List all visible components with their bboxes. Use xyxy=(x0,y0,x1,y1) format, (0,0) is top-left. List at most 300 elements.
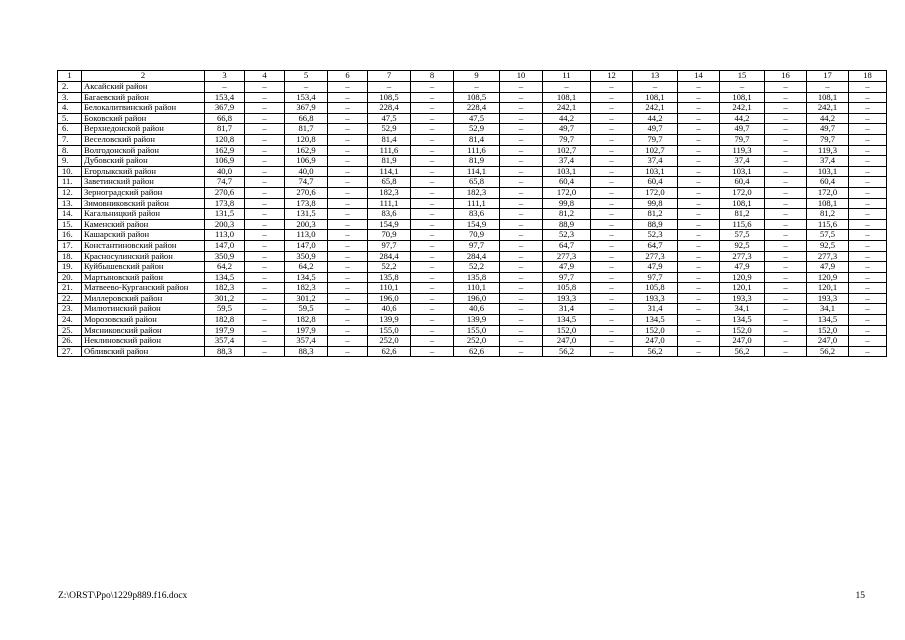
value-cell: 97,7 xyxy=(543,272,591,283)
value-cell: – xyxy=(500,124,543,135)
value-cell: – xyxy=(849,82,887,93)
value-cell: 88,3 xyxy=(205,346,245,357)
value-cell: 350,9 xyxy=(205,251,245,262)
value-cell: 153,4 xyxy=(285,92,328,103)
value-cell: 47,5 xyxy=(454,113,500,124)
value-cell: – xyxy=(411,325,454,336)
value-cell: 40,0 xyxy=(205,166,245,177)
value-cell: – xyxy=(500,145,543,156)
value-cell: – xyxy=(245,82,285,93)
value-cell: 135,8 xyxy=(368,272,411,283)
value-cell: – xyxy=(328,134,368,145)
value-cell: – xyxy=(368,82,411,93)
value-cell: – xyxy=(849,177,887,188)
value-cell: – xyxy=(849,198,887,209)
value-cell: 44,2 xyxy=(543,113,591,124)
value-cell: 37,4 xyxy=(543,156,591,167)
table-row xyxy=(58,113,887,124)
value-cell: – xyxy=(849,315,887,326)
value-cell: 49,7 xyxy=(807,124,849,135)
value-cell: 37,4 xyxy=(720,156,765,167)
value-cell: – xyxy=(765,346,807,357)
column-number: 13 xyxy=(633,71,678,82)
district-name: Кагальницкий район xyxy=(82,209,205,220)
value-cell: – xyxy=(849,336,887,347)
value-cell: 154,9 xyxy=(368,219,411,230)
column-number: 12 xyxy=(591,71,633,82)
value-cell: 197,9 xyxy=(205,325,245,336)
row-number: 11. xyxy=(58,177,82,188)
value-cell: 357,4 xyxy=(205,336,245,347)
value-cell: 131,5 xyxy=(285,209,328,220)
value-cell: 270,6 xyxy=(285,187,328,198)
district-name: Неклиновский район xyxy=(82,336,205,347)
value-cell: – xyxy=(678,187,720,198)
value-cell: – xyxy=(591,272,633,283)
value-cell: 228,4 xyxy=(454,103,500,114)
table-row xyxy=(58,262,887,273)
header-row xyxy=(58,71,887,82)
value-cell: – xyxy=(678,198,720,209)
value-cell: 182,8 xyxy=(285,315,328,326)
district-name: Верхнедонской район xyxy=(82,124,205,135)
value-cell: 357,4 xyxy=(285,336,328,347)
value-cell: – xyxy=(411,315,454,326)
value-cell: 92,5 xyxy=(807,240,849,251)
value-cell: – xyxy=(245,124,285,135)
value-cell: – xyxy=(591,82,633,93)
value-cell: – xyxy=(411,283,454,294)
value-cell: 57,5 xyxy=(807,230,849,241)
value-cell: 102,7 xyxy=(543,145,591,156)
value-cell: 62,6 xyxy=(368,346,411,357)
value-cell: 52,3 xyxy=(543,230,591,241)
value-cell: 277,3 xyxy=(543,251,591,262)
value-cell: 31,4 xyxy=(543,304,591,315)
table-row xyxy=(58,209,887,220)
value-cell: – xyxy=(500,219,543,230)
value-cell: – xyxy=(678,304,720,315)
row-number: 20. xyxy=(58,272,82,283)
value-cell: 105,8 xyxy=(633,283,678,294)
value-cell: – xyxy=(765,82,807,93)
value-cell: – xyxy=(411,209,454,220)
value-cell: 97,7 xyxy=(368,240,411,251)
value-cell: 197,9 xyxy=(285,325,328,336)
file-path: Z:\ORST\Ppo\1229p889.f16.docx xyxy=(58,591,188,601)
value-cell: 64,7 xyxy=(543,240,591,251)
value-cell: 115,6 xyxy=(720,219,765,230)
value-cell: 99,8 xyxy=(633,198,678,209)
value-cell: 242,1 xyxy=(720,103,765,114)
value-cell: – xyxy=(500,187,543,198)
value-cell: 108,5 xyxy=(454,92,500,103)
value-cell: – xyxy=(245,283,285,294)
value-cell: 97,7 xyxy=(454,240,500,251)
value-cell: 134,5 xyxy=(543,315,591,326)
value-cell: – xyxy=(765,103,807,114)
district-name: Заветинский район xyxy=(82,177,205,188)
value-cell: – xyxy=(765,325,807,336)
value-cell: – xyxy=(245,251,285,262)
value-cell: 120,1 xyxy=(720,283,765,294)
value-cell: 153,4 xyxy=(205,92,245,103)
value-cell: – xyxy=(543,82,591,93)
row-number: 12. xyxy=(58,187,82,198)
row-number: 4. xyxy=(58,103,82,114)
value-cell: – xyxy=(411,145,454,156)
row-number: 6. xyxy=(58,124,82,135)
value-cell: – xyxy=(411,187,454,198)
value-cell: 277,3 xyxy=(633,251,678,262)
value-cell: 135,8 xyxy=(454,272,500,283)
value-cell: 47,5 xyxy=(368,113,411,124)
value-cell: – xyxy=(765,251,807,262)
value-cell: 60,4 xyxy=(720,177,765,188)
value-cell: 152,0 xyxy=(720,325,765,336)
value-cell: – xyxy=(765,134,807,145)
value-cell: – xyxy=(328,92,368,103)
value-cell: – xyxy=(633,82,678,93)
table-row xyxy=(58,325,887,336)
value-cell: – xyxy=(765,262,807,273)
value-cell: 172,0 xyxy=(633,187,678,198)
value-cell: 152,0 xyxy=(543,325,591,336)
value-cell: 106,9 xyxy=(285,156,328,167)
district-name: Зимовниковский район xyxy=(82,198,205,209)
district-name: Кашарский район xyxy=(82,230,205,241)
value-cell: – xyxy=(245,134,285,145)
value-cell: 31,4 xyxy=(633,304,678,315)
value-cell: 49,7 xyxy=(543,124,591,135)
district-name: Веселовский район xyxy=(82,134,205,145)
value-cell: 64,2 xyxy=(205,262,245,273)
value-cell: 193,3 xyxy=(633,293,678,304)
value-cell: – xyxy=(765,230,807,241)
value-cell: – xyxy=(328,156,368,167)
value-cell: – xyxy=(591,219,633,230)
row-number: 15. xyxy=(58,219,82,230)
value-cell: – xyxy=(591,113,633,124)
value-cell: – xyxy=(500,304,543,315)
district-name: Багаевский район xyxy=(82,92,205,103)
value-cell: – xyxy=(765,219,807,230)
value-cell: 242,1 xyxy=(633,103,678,114)
value-cell: 70,9 xyxy=(454,230,500,241)
value-cell: – xyxy=(500,251,543,262)
value-cell: – xyxy=(245,145,285,156)
value-cell: – xyxy=(500,156,543,167)
value-cell: – xyxy=(591,134,633,145)
value-cell: – xyxy=(328,283,368,294)
row-number: 26. xyxy=(58,336,82,347)
value-cell: – xyxy=(245,92,285,103)
value-cell: 108,1 xyxy=(633,92,678,103)
value-cell: – xyxy=(328,124,368,135)
value-cell: – xyxy=(765,145,807,156)
value-cell: – xyxy=(678,113,720,124)
value-cell: 74,7 xyxy=(205,177,245,188)
table-row xyxy=(58,134,887,145)
value-cell: 79,7 xyxy=(633,134,678,145)
value-cell: 52,3 xyxy=(633,230,678,241)
value-cell: – xyxy=(849,262,887,273)
value-cell: 120,1 xyxy=(807,283,849,294)
value-cell: 56,2 xyxy=(807,346,849,357)
district-name: Мясниковский район xyxy=(82,325,205,336)
value-cell: – xyxy=(328,166,368,177)
district-name: Аксайский район xyxy=(82,82,205,93)
value-cell: 65,8 xyxy=(454,177,500,188)
value-cell: – xyxy=(500,82,543,93)
row-number: 23. xyxy=(58,304,82,315)
value-cell: – xyxy=(849,92,887,103)
district-name: Красносулинский район xyxy=(82,251,205,262)
row-number: 16. xyxy=(58,230,82,241)
table-row xyxy=(58,346,887,357)
value-cell: 102,7 xyxy=(633,145,678,156)
value-cell: 134,5 xyxy=(205,272,245,283)
value-cell: 242,1 xyxy=(543,103,591,114)
value-cell: – xyxy=(678,336,720,347)
value-cell: – xyxy=(678,219,720,230)
value-cell: 108,5 xyxy=(368,92,411,103)
value-cell: 83,6 xyxy=(368,209,411,220)
value-cell: 34,1 xyxy=(720,304,765,315)
column-number: 15 xyxy=(720,71,765,82)
value-cell: – xyxy=(411,251,454,262)
value-cell: 103,1 xyxy=(807,166,849,177)
value-cell: – xyxy=(245,315,285,326)
value-cell: 120,8 xyxy=(205,134,245,145)
value-cell: 97,7 xyxy=(633,272,678,283)
value-cell: – xyxy=(411,103,454,114)
value-cell: 270,6 xyxy=(205,187,245,198)
value-cell: – xyxy=(245,156,285,167)
table-row xyxy=(58,177,887,188)
value-cell: – xyxy=(678,92,720,103)
value-cell: – xyxy=(849,124,887,135)
value-cell: 134,5 xyxy=(633,315,678,326)
value-cell: 70,9 xyxy=(368,230,411,241)
value-cell: 108,1 xyxy=(807,198,849,209)
column-number: 18 xyxy=(849,71,887,82)
value-cell: 173,8 xyxy=(285,198,328,209)
value-cell: – xyxy=(245,113,285,124)
value-cell: 242,1 xyxy=(807,103,849,114)
value-cell: 44,2 xyxy=(720,113,765,124)
value-cell: – xyxy=(500,198,543,209)
value-cell: 114,1 xyxy=(454,166,500,177)
value-cell: 155,0 xyxy=(454,325,500,336)
table-row xyxy=(58,336,887,347)
value-cell: – xyxy=(328,103,368,114)
value-cell: – xyxy=(591,293,633,304)
value-cell: 172,0 xyxy=(807,187,849,198)
value-cell: – xyxy=(411,82,454,93)
column-number: 8 xyxy=(411,71,454,82)
value-cell: – xyxy=(411,230,454,241)
value-cell: 108,1 xyxy=(720,198,765,209)
column-number: 1 xyxy=(58,71,82,82)
value-cell: 99,8 xyxy=(543,198,591,209)
value-cell: – xyxy=(849,209,887,220)
value-cell: 79,7 xyxy=(720,134,765,145)
value-cell: – xyxy=(500,240,543,251)
value-cell: – xyxy=(678,82,720,93)
value-cell: – xyxy=(500,230,543,241)
value-cell: – xyxy=(245,293,285,304)
value-cell: – xyxy=(765,272,807,283)
row-number: 18. xyxy=(58,251,82,262)
value-cell: – xyxy=(328,209,368,220)
value-cell: – xyxy=(678,346,720,357)
table-row xyxy=(58,198,887,209)
value-cell: 252,0 xyxy=(454,336,500,347)
value-cell: – xyxy=(678,166,720,177)
value-cell: – xyxy=(591,230,633,241)
value-cell: – xyxy=(849,272,887,283)
value-cell: – xyxy=(411,219,454,230)
value-cell: 66,8 xyxy=(205,113,245,124)
value-cell: 47,9 xyxy=(807,262,849,273)
value-cell: 65,8 xyxy=(368,177,411,188)
value-cell: 81,4 xyxy=(368,134,411,145)
value-cell: – xyxy=(411,272,454,283)
value-cell: 301,2 xyxy=(205,293,245,304)
value-cell: – xyxy=(678,134,720,145)
row-number: 22. xyxy=(58,293,82,304)
value-cell: – xyxy=(591,262,633,273)
value-cell: 162,9 xyxy=(205,145,245,156)
value-cell: 60,4 xyxy=(633,177,678,188)
value-cell: – xyxy=(849,219,887,230)
value-cell: 103,1 xyxy=(543,166,591,177)
value-cell: 111,6 xyxy=(368,145,411,156)
value-cell: – xyxy=(328,315,368,326)
value-cell: 49,7 xyxy=(720,124,765,135)
value-cell: 196,0 xyxy=(368,293,411,304)
value-cell: – xyxy=(591,336,633,347)
value-cell: 81,9 xyxy=(454,156,500,167)
value-cell: 196,0 xyxy=(454,293,500,304)
value-cell: – xyxy=(328,304,368,315)
value-cell: 40,0 xyxy=(285,166,328,177)
district-name: Морозовский район xyxy=(82,315,205,326)
value-cell: 115,6 xyxy=(807,219,849,230)
value-cell: – xyxy=(328,262,368,273)
value-cell: – xyxy=(500,134,543,145)
value-cell: – xyxy=(500,315,543,326)
column-number: 6 xyxy=(328,71,368,82)
value-cell: 114,1 xyxy=(368,166,411,177)
value-cell: 81,7 xyxy=(205,124,245,135)
value-cell: – xyxy=(245,230,285,241)
value-cell: – xyxy=(411,92,454,103)
value-cell: – xyxy=(500,293,543,304)
value-cell: – xyxy=(849,346,887,357)
value-cell: 247,0 xyxy=(543,336,591,347)
column-number: 17 xyxy=(807,71,849,82)
district-name: Боковский район xyxy=(82,113,205,124)
value-cell: 162,9 xyxy=(285,145,328,156)
row-number: 25. xyxy=(58,325,82,336)
value-cell: 62,6 xyxy=(454,346,500,357)
value-cell: – xyxy=(591,251,633,262)
row-number: 8. xyxy=(58,145,82,156)
value-cell: 52,2 xyxy=(368,262,411,273)
table-row xyxy=(58,156,887,167)
value-cell: – xyxy=(245,272,285,283)
value-cell: – xyxy=(678,103,720,114)
district-name: Егорлыкский район xyxy=(82,166,205,177)
value-cell: 59,5 xyxy=(205,304,245,315)
district-name: Константиновский район xyxy=(82,240,205,251)
value-cell: – xyxy=(245,240,285,251)
value-cell: 367,9 xyxy=(205,103,245,114)
value-cell: 113,0 xyxy=(285,230,328,241)
value-cell: – xyxy=(591,304,633,315)
value-cell: 34,1 xyxy=(807,304,849,315)
value-cell: – xyxy=(245,325,285,336)
value-cell: – xyxy=(765,283,807,294)
value-cell: 193,3 xyxy=(807,293,849,304)
row-number: 10. xyxy=(58,166,82,177)
value-cell: – xyxy=(765,304,807,315)
value-cell: – xyxy=(849,166,887,177)
value-cell: – xyxy=(765,240,807,251)
value-cell: – xyxy=(245,177,285,188)
value-cell: – xyxy=(591,198,633,209)
value-cell: 81,7 xyxy=(285,124,328,135)
value-cell: 134,5 xyxy=(807,315,849,326)
value-cell: – xyxy=(245,219,285,230)
district-name: Белокалитвинский район xyxy=(82,103,205,114)
value-cell: – xyxy=(500,113,543,124)
value-cell: 147,0 xyxy=(285,240,328,251)
value-cell: – xyxy=(678,315,720,326)
value-cell: 284,4 xyxy=(454,251,500,262)
column-number: 16 xyxy=(765,71,807,82)
value-cell: 152,0 xyxy=(633,325,678,336)
value-cell: 108,1 xyxy=(543,92,591,103)
value-cell: 134,5 xyxy=(720,315,765,326)
value-cell: 277,3 xyxy=(720,251,765,262)
column-number: 14 xyxy=(678,71,720,82)
district-name: Матвеево-Курганский район xyxy=(82,283,205,294)
value-cell: – xyxy=(591,156,633,167)
value-cell: 79,7 xyxy=(807,134,849,145)
value-cell: 252,0 xyxy=(368,336,411,347)
value-cell: – xyxy=(411,156,454,167)
value-cell: – xyxy=(500,325,543,336)
value-cell: 81,2 xyxy=(720,209,765,220)
value-cell: 74,7 xyxy=(285,177,328,188)
value-cell: – xyxy=(849,134,887,145)
row-number: 21. xyxy=(58,283,82,294)
row-number: 27. xyxy=(58,346,82,357)
value-cell: 200,3 xyxy=(285,219,328,230)
value-cell: 103,1 xyxy=(633,166,678,177)
value-cell: – xyxy=(245,336,285,347)
value-cell: 134,5 xyxy=(285,272,328,283)
value-cell: – xyxy=(678,124,720,135)
value-cell: – xyxy=(328,325,368,336)
value-cell: 44,2 xyxy=(633,113,678,124)
value-cell: – xyxy=(411,293,454,304)
district-name: Дубовский район xyxy=(82,156,205,167)
table-row xyxy=(58,293,887,304)
